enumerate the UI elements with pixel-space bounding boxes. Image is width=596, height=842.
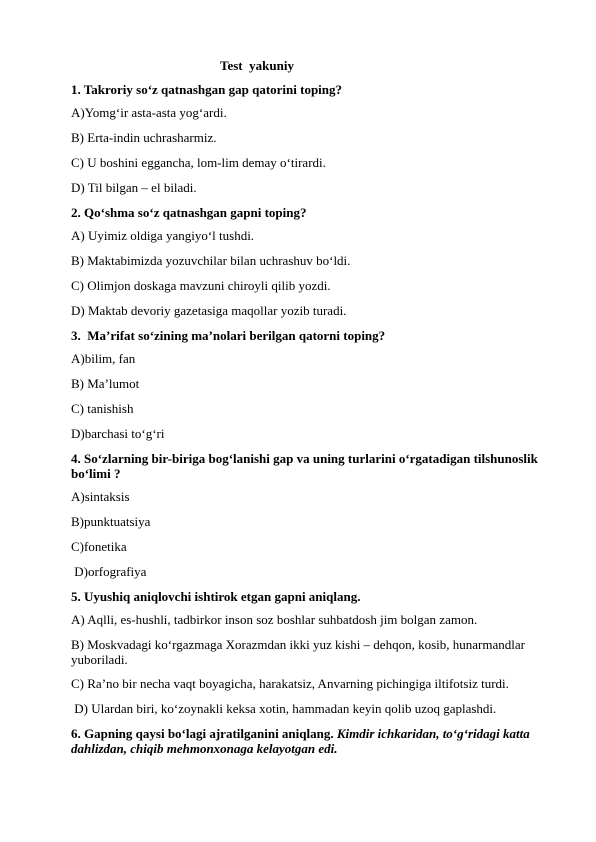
question-6-text: 6. Gapning qaysi bo‘lagi ajratilganini aniqlang.: [71, 726, 334, 741]
question-3-option-d: D)barchasi to‘g‘ri: [71, 426, 165, 441]
question-5-option-d: D) Ulardan biri, ko‘zoynakli keksa xotin, hammadan keyin qolib uzoq gaplashdi.: [71, 701, 497, 716]
question-2-option-b: B) Maktabimizda yozuvchilar bilan uchrashuv bo‘ldi.: [71, 253, 351, 268]
question-4-option-c: C)fonetika: [71, 539, 127, 554]
question-6-example-sentence: Kimdir ichkaridan, to‘g‘ridagi katta dahlizdan, chiqib mehmonxonaga kelayotgan edi.: [71, 726, 533, 756]
question-5-option-b: B) Moskvadagi ko‘rgazmaga Xorazmdan ikki yuz kishi – dehqon, kosib, hunarmandlar yuboriladi.: [71, 637, 529, 667]
question-5-option-c: C) Ra’no bir necha vaqt boyagicha, harakatsiz, Anvarning pichingiga iltifotsiz turdi.: [71, 676, 509, 691]
question-2: 2. Qo‘shma so‘z qatnashgan gapni toping?: [71, 205, 307, 220]
question-5-option-a: A) Aqlli, es-hushli, tadbirkor inson soz boshlar suhbatdosh jim bolgan zamon.: [71, 612, 478, 627]
question-1-option-d: D) Til bilgan – el biladi.: [71, 180, 197, 195]
question-1: 1. Takroriy so‘z qatnashgan gap qatorini toping?: [71, 82, 343, 97]
question-1-option-c: C) U boshini eggancha, lom-lim demay o‘tirardi.: [71, 155, 326, 170]
question-4-option-d: D)orfografiya: [71, 564, 147, 579]
question-4-option-a: A)sintaksis: [71, 489, 130, 504]
question-4: 4. So‘zlarning bir-biriga bog‘lanishi gap va uning turlarini o‘rgatadigan tilshunoslik bo‘limi ?: [71, 451, 542, 481]
question-3: 3. Ma’rifat so‘zining ma’nolari berilgan qatorni toping?: [71, 328, 386, 343]
question-1-option-a: A)Yomg‘ir asta-asta yog‘ardi.: [71, 105, 227, 120]
question-3-option-a: A)bilim, fan: [71, 351, 136, 366]
document-title: Test yakuniy: [220, 58, 294, 73]
question-5: 5. Uyushiq aniqlovchi ishtirok etgan gapni aniqlang.: [71, 589, 361, 604]
document-body: [71, 82, 551, 764]
question-2-option-c: C) Olimjon doskaga mavzuni chiroyli qilib yozdi.: [71, 278, 331, 293]
question-3-option-c: C) tanishish: [71, 401, 134, 416]
question-3-option-b: B) Ma’lumot: [71, 376, 140, 391]
question-1-option-b: B) Erta-indin uchrasharmiz.: [71, 130, 217, 145]
question-4-option-b: B)punktuatsiya: [71, 514, 151, 529]
question-2-option-a: A) Uyimiz oldiga yangiyo‘l tushdi.: [71, 228, 255, 243]
question-2-option-d: D) Maktab devoriy gazetasiga maqollar yozib turadi.: [71, 303, 347, 318]
question-6: [71, 726, 551, 756]
